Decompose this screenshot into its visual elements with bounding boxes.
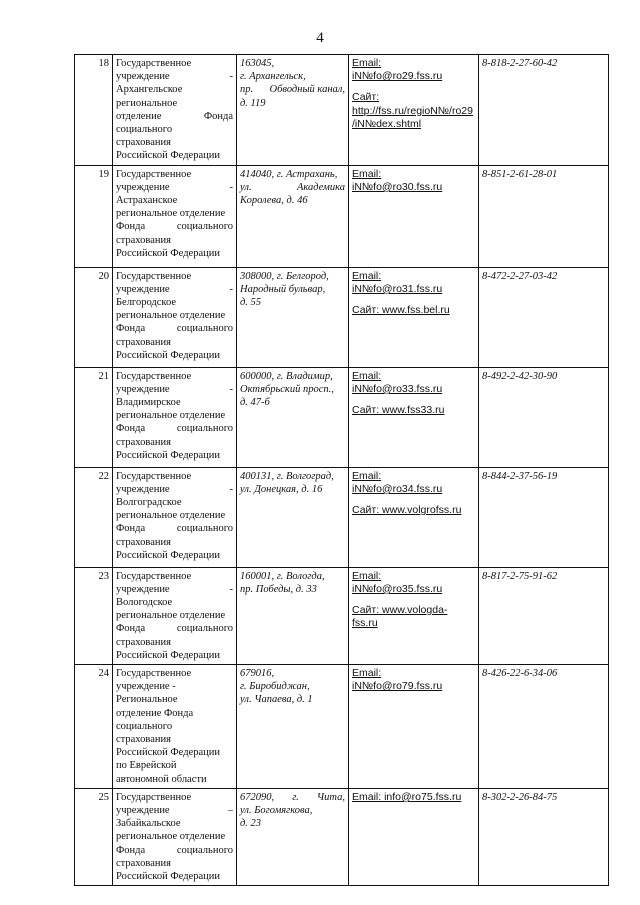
text-line: пр. Победы, д. 33 [240,583,317,595]
office-address [237,467,349,567]
office-phone: 8-818-2-27-60-42 [479,55,609,166]
office-name [113,665,237,789]
text-word: Фонда [116,423,146,435]
table-row [75,165,609,267]
text-line: Российской Федерации [116,871,220,883]
text-word: - [229,383,233,395]
text-line [116,844,233,857]
website-link[interactable]: Сайт: [352,91,380,104]
text-line: региональное отделение [116,510,226,522]
text-line: страхования [116,536,171,548]
text-word: – [227,805,233,817]
email-link[interactable]: iN№fo@ro33.fss.ru [352,382,443,395]
text-line: ул. Чапаева, д. 1 [240,694,313,706]
text-line: 160001, г. Вологда, [240,570,325,582]
text-line: страхования [116,234,171,246]
text-line: г. Архангельск, [240,71,306,83]
text-word: Фонда [116,323,146,335]
text-line: ул. Донецкая, д. 16 [240,483,323,495]
website-link[interactable]: http://fss.ru/regioN№/ro29 [352,104,473,117]
row-number: 22 [75,467,113,567]
text-word: Фонда [203,110,233,122]
row-number: 23 [75,567,113,664]
text-line: д. 55 [240,297,262,309]
text-word: социального [176,323,233,335]
text-line: региональное отделение [116,610,226,622]
text-line: Российской Федерации [116,349,220,361]
text-line: 308000, г. Белгород, [240,270,329,282]
text-line: 600000, г. Владимир, [240,370,333,382]
text-line [240,83,345,96]
text-line: отделение Фонда [116,707,194,719]
email-link[interactable]: Email: [352,469,382,482]
office-contacts [349,367,479,467]
office-address [237,267,349,367]
text-line: региональное отделение [116,831,226,843]
text-line [116,804,233,817]
office-contacts [349,788,479,885]
text-word: социального [176,423,233,435]
text-line: Народный бульвар, [240,283,326,295]
office-contacts [349,467,479,567]
text-line [116,220,233,233]
text-word: ул. [240,181,252,193]
text-line: социального [116,124,173,136]
page-number: 4 [316,30,324,46]
email-link[interactable]: iN№fo@ro31.fss.ru [352,282,443,295]
office-phone: 8-492-2-42-30-90 [479,367,609,467]
text-line: Государственное [116,168,192,180]
text-line: д. 119 [240,97,266,109]
text-word: отделение [116,110,162,122]
text-line: Российской Федерации [116,747,220,759]
text-word: учреждение [116,583,170,595]
text-word: 672090, [240,791,275,803]
text-word: учреждение [116,71,170,83]
text-line: по Еврейской [116,760,177,772]
text-line: страхования [116,734,171,746]
text-word: Фонда [116,523,146,535]
email-link[interactable]: Email: [352,369,382,382]
office-address [237,55,349,166]
text-line [116,583,233,596]
email-link[interactable]: iN№fo@ro30.fss.ru [352,180,443,193]
table-row [75,367,609,467]
spacer [352,83,475,91]
email-link[interactable]: iN№fo@ro29.fss.ru [352,70,443,83]
office-contacts [349,665,479,789]
text-line: Региональное [116,694,178,706]
email-link[interactable]: Email: [352,57,382,69]
spacer [352,596,475,604]
text-word: пр. [240,84,254,96]
office-phone: 8-844-2-37-56-19 [479,467,609,567]
text-word: Обводный канал, [269,84,345,96]
text-line: 400131, г. Волгоград, [240,470,334,482]
text-line: страхования [116,636,171,648]
office-contacts [349,165,479,267]
text-line [116,283,233,296]
office-contacts [349,55,479,166]
text-line: Волгоградское [116,497,182,509]
text-line: Российской Федерации [116,247,220,259]
table-row [75,567,609,664]
office-name [113,165,237,267]
website-link[interactable]: fss.ru [352,617,378,630]
text-word: Фонда [116,844,146,856]
text-line: страхования [116,436,171,448]
text-line [116,622,233,635]
website-link[interactable]: Сайт: www.vologda- [352,604,448,617]
text-line: 163045, [240,58,275,69]
text-line: Российской Федерации [116,649,220,661]
table-row [75,467,609,567]
email-link[interactable]: Email: info@ro75.fss.ru [352,790,462,803]
office-name [113,567,237,664]
spacer [352,296,475,304]
office-phone: 8-302-2-26-84-75 [479,788,609,885]
text-line: страхования [116,857,171,869]
fss-offices-table [74,54,609,886]
table-row [75,267,609,367]
text-line [116,422,233,435]
text-line: региональное [116,97,178,109]
website-link[interactable]: Сайт: www.volgrofss.ru [352,504,462,517]
text-line: Государственное [116,791,192,803]
text-line: Королева, д. 46 [240,195,308,207]
text-line: учреждение - [116,681,176,693]
table-row [75,55,609,166]
office-name [113,788,237,885]
text-line: региональное отделение [116,208,226,220]
text-word: Академика [296,181,345,193]
text-line: страхования [116,336,171,348]
office-phone: 8-426-22-6-34-06 [479,665,609,789]
spacer [352,496,475,504]
text-line [116,70,233,83]
text-word: учреждение [116,283,170,295]
text-word: Фонда [116,221,146,233]
text-line: Российской Федерации [116,150,220,162]
office-phone: 8-851-2-61-28-01 [479,165,609,267]
text-line: Государственное [116,270,192,282]
text-line: Вологодское [116,597,173,609]
text-line: Государственное [116,370,192,382]
text-line [240,791,345,804]
office-address [237,165,349,267]
text-line: региональное отделение [116,310,226,322]
row-number: 25 [75,788,113,885]
text-line: Астраханское [116,195,178,207]
office-name [113,367,237,467]
text-word: социального [176,523,233,535]
text-line: Государственное [116,570,192,582]
website-link[interactable]: Сайт: www.fss.bel.ru [352,304,450,317]
text-line: Забайкальское [116,818,181,830]
row-number: 20 [75,267,113,367]
text-line: Российской Федерации [116,549,220,561]
office-address [237,567,349,664]
text-word: - [229,283,233,295]
text-line: д. 23 [240,818,262,830]
text-line: Государственное [116,470,192,482]
row-number: 19 [75,165,113,267]
table-row [75,665,609,789]
email-link[interactable]: iN№fo@ro34.fss.ru [352,482,443,495]
text-line [116,322,233,335]
text-line: социального [116,720,173,732]
text-line: Архангельское [116,84,183,96]
office-address [237,367,349,467]
text-line: г. Биробиджан, [240,681,310,693]
text-word: г. [292,791,299,803]
row-number: 24 [75,665,113,789]
text-word: - [229,583,233,595]
text-line: Владимирское [116,397,181,409]
text-line [116,483,233,496]
text-line: Октябрьский просп., [240,383,334,395]
text-line: Белгородское [116,297,177,309]
spacer [352,396,475,404]
text-word: - [229,483,233,495]
office-phone: 8-472-2-27-03-42 [479,267,609,367]
text-line: Российской Федерации [116,449,220,461]
text-line: страхования [116,137,171,149]
email-link[interactable]: Email: [352,569,382,582]
text-line [116,522,233,535]
text-line: Государственное [116,668,192,680]
website-link[interactable]: /iN№dex.shtml [352,117,422,130]
text-line [116,383,233,396]
text-word: учреждение [116,805,170,817]
row-number: 18 [75,55,113,166]
text-line [116,110,233,123]
text-word: учреждение [116,181,170,193]
text-line: ул. Богомягкова, [240,805,313,817]
email-link[interactable]: iN№fo@ro79.fss.ru [352,680,443,693]
text-line [240,181,345,194]
text-line: Государственное [116,58,192,69]
text-word: - [229,181,233,193]
office-name [113,467,237,567]
text-word: социального [176,844,233,856]
email-link[interactable]: Email: [352,167,382,180]
office-contacts [349,567,479,664]
text-line: автономной области [116,773,207,785]
text-word: Фонда [116,623,146,635]
website-link[interactable]: Сайт: www.fss33.ru [352,404,445,417]
office-phone: 8-817-2-75-91-62 [479,567,609,664]
office-address [237,788,349,885]
table-row [75,788,609,885]
text-line: 414040, г. Астрахань, [240,168,338,180]
email-link[interactable]: Email: [352,667,382,680]
text-line: 679016, [240,668,275,680]
email-link[interactable]: iN№fo@ro35.fss.ru [352,582,443,595]
office-address [237,665,349,789]
text-line: д. 47-б [240,397,270,409]
text-word: учреждение [116,383,170,395]
text-word: социального [176,221,233,233]
office-name [113,267,237,367]
office-name [113,55,237,166]
row-number: 21 [75,367,113,467]
email-link[interactable]: Email: [352,269,382,282]
text-word: учреждение [116,483,170,495]
text-word: Чита, [316,791,345,803]
office-contacts [349,267,479,367]
text-line: региональное отделение [116,410,226,422]
text-word: - [229,71,233,83]
text-line [116,181,233,194]
text-word: социального [176,623,233,635]
